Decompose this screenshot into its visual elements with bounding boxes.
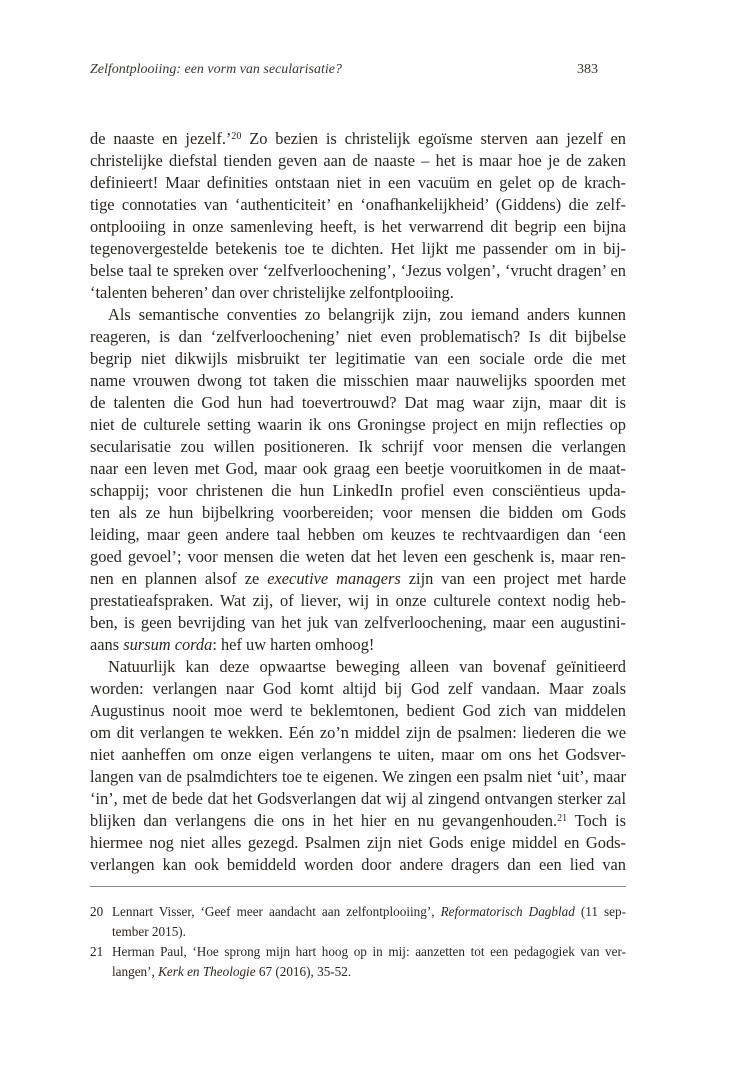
text-line: tige connotaties van ‘authenticiteit’ en ‘onafhankelijkheid’ (Giddens) die zelf- xyxy=(90,195,626,214)
text-line: reageren, is dan ‘zelfverloochening’ niet even problematisch? Is dit bijbelse xyxy=(90,327,626,346)
text-line: aans sursum corda: hef uw harten omhoog! xyxy=(90,635,375,654)
italic-term: executive managers xyxy=(267,569,401,588)
footnote-divider xyxy=(90,886,626,887)
text-line: niet de culturele setting waarin ik ons Groningse project en mijn reflecties op xyxy=(90,415,626,434)
text-line: worden: verlangen naar God komt altijd bij God zelf vandaan. Maar zoals xyxy=(90,679,626,698)
footnote-line: tember 2015). xyxy=(112,924,186,939)
footnote-line: Herman Paul, ‘Hoe sprong mijn hart hoog op in mij: aanzetten tot een pedagogiek van ver- xyxy=(112,944,626,959)
footnotes xyxy=(90,902,626,982)
page-number: 383 xyxy=(577,62,598,77)
running-head xyxy=(90,62,598,78)
footnote-21 xyxy=(90,942,626,982)
text-line: nen en plannen alsof ze executive managers zijn van een project met harde xyxy=(90,569,626,588)
text-line: langen van de psalmdichters toe te eigenen. We zingen een psalm niet ‘uit’, maar xyxy=(90,767,626,786)
text-line: naar een leven met God, maar ook graag een beetje vooruitkomen in de maat- xyxy=(90,459,626,478)
footnote-ref-21[interactable]: 21 xyxy=(557,813,568,824)
body-text xyxy=(90,128,626,876)
text-line: prestatieafspraken. Wat zij, of liever, wij in onze culturele context nodig heb- xyxy=(90,591,626,610)
paragraph-2 xyxy=(90,304,626,656)
text-line: Augustinus nooit moe werd te beklemtonen, bedient God zich van middelen xyxy=(90,701,626,720)
paragraph-3 xyxy=(90,656,626,876)
text-line: schappij; voor christenen die hun LinkedIn profiel even consciëntieus upda- xyxy=(90,481,626,500)
text-line: om dit verlangen te wekken. Eén zo’n middel zijn de psalmen: liederen die we xyxy=(90,723,626,742)
text-line: ben, is geen bevrijding van het juk van zelfverloochening, maar een augustini- xyxy=(90,613,626,632)
italic-title: Kerk en Theologie xyxy=(158,964,256,979)
footnote-line: Lennart Visser, ‘Geef meer aandacht aan zelfontplooiing’, Reformatorisch Dagblad (11 sep- xyxy=(112,904,627,919)
footnote-number: 21 xyxy=(90,944,104,959)
footnote-line: langen’, Kerk en Theologie 67 (2016), 35-52. xyxy=(112,964,352,979)
text-line: christelijke diefstal tienden geven aan de naaste – het is maar hoe je de zaken xyxy=(90,151,626,170)
footnote-20 xyxy=(90,902,626,942)
text-line: Natuurlijk kan deze opwaartse beweging alleen van bovenaf geïnitieerd xyxy=(108,657,626,676)
text-line: begrip niet dikwijls misbruikt ter legitimatie van een sociale orde die met xyxy=(90,349,626,368)
footnote-number: 20 xyxy=(90,904,104,919)
text-line: verlangen kan ook bemiddeld worden door andere dragers dan een lied van xyxy=(90,855,626,874)
footnote-ref-20[interactable]: 20 xyxy=(231,131,242,142)
text-line: Als semantische conventies zo belangrijk zijn, zou iemand anders kunnen xyxy=(108,305,626,324)
text-line: ‘in’, met de bede dat het Godsverlangen dat wij al zingend ontvangen sterker zal xyxy=(90,789,626,808)
text-line: secularisatie zou willen positioneren. Ik schrijf voor mensen die verlangen xyxy=(90,437,626,456)
text-line: name vrouwen dwong tot taken die misschien maar nauwelijks spoorden met xyxy=(90,371,626,390)
italic-title: Reformatorisch Dagblad xyxy=(440,904,575,919)
text-line: ‘talenten beheren’ dan over christelijke zelfontplooiing. xyxy=(90,283,454,302)
chapter-title: Zelfontplooiing: een vorm van secularisatie? xyxy=(90,62,342,77)
text-line: hiermee nog niet alles gezegd. Psalmen zijn niet Gods enige middel en Gods- xyxy=(90,833,626,852)
text-line: blijken dan verlangens die ons in het hier en nu gevangenhouden.$^{21}$ Toch is xyxy=(90,811,626,830)
text-line: niet aanheffen om onze eigen verlangens te uiten, maar om ons het Godsver- xyxy=(90,745,626,764)
text-line: belse taal te spreken over ‘zelfverloochening’, ‘Jezus volgen’, ‘vrucht dragen’ en xyxy=(90,261,626,280)
text-line: leiding, maar geen andere taal hebben om keuzes te rechtvaardigen dan ‘een xyxy=(90,525,626,544)
text-line: definieert! Maar definities ontstaan niet in een vacuüm en gelet op de krach- xyxy=(90,173,626,192)
text-line: goed gevoel’; voor mensen die weten dat het leven een geschenk is, maar ren- xyxy=(90,547,626,566)
text-line: de talenten die God hun had toevertrouwd? Dat mag waar zijn, maar dit is xyxy=(90,393,626,412)
text-line: tegenovergestelde betekenis toe te dichten. Het lijkt me passender om in bij- xyxy=(90,239,626,258)
paragraph-1 xyxy=(90,128,626,304)
italic-term: sursum corda xyxy=(123,635,213,654)
text-line: ontplooiing in onze samenleving heeft, is het verwarrend dit begrip een bijna xyxy=(90,217,626,236)
text-line: ten als ze hun bijbelkring voorbereiden; voor mensen die bidden om Gods xyxy=(90,503,626,522)
text-line: de naaste en jezelf.’$^{20}$ Zo bezien is christelijk egoïsme sterven aan jezelf en xyxy=(90,129,626,148)
